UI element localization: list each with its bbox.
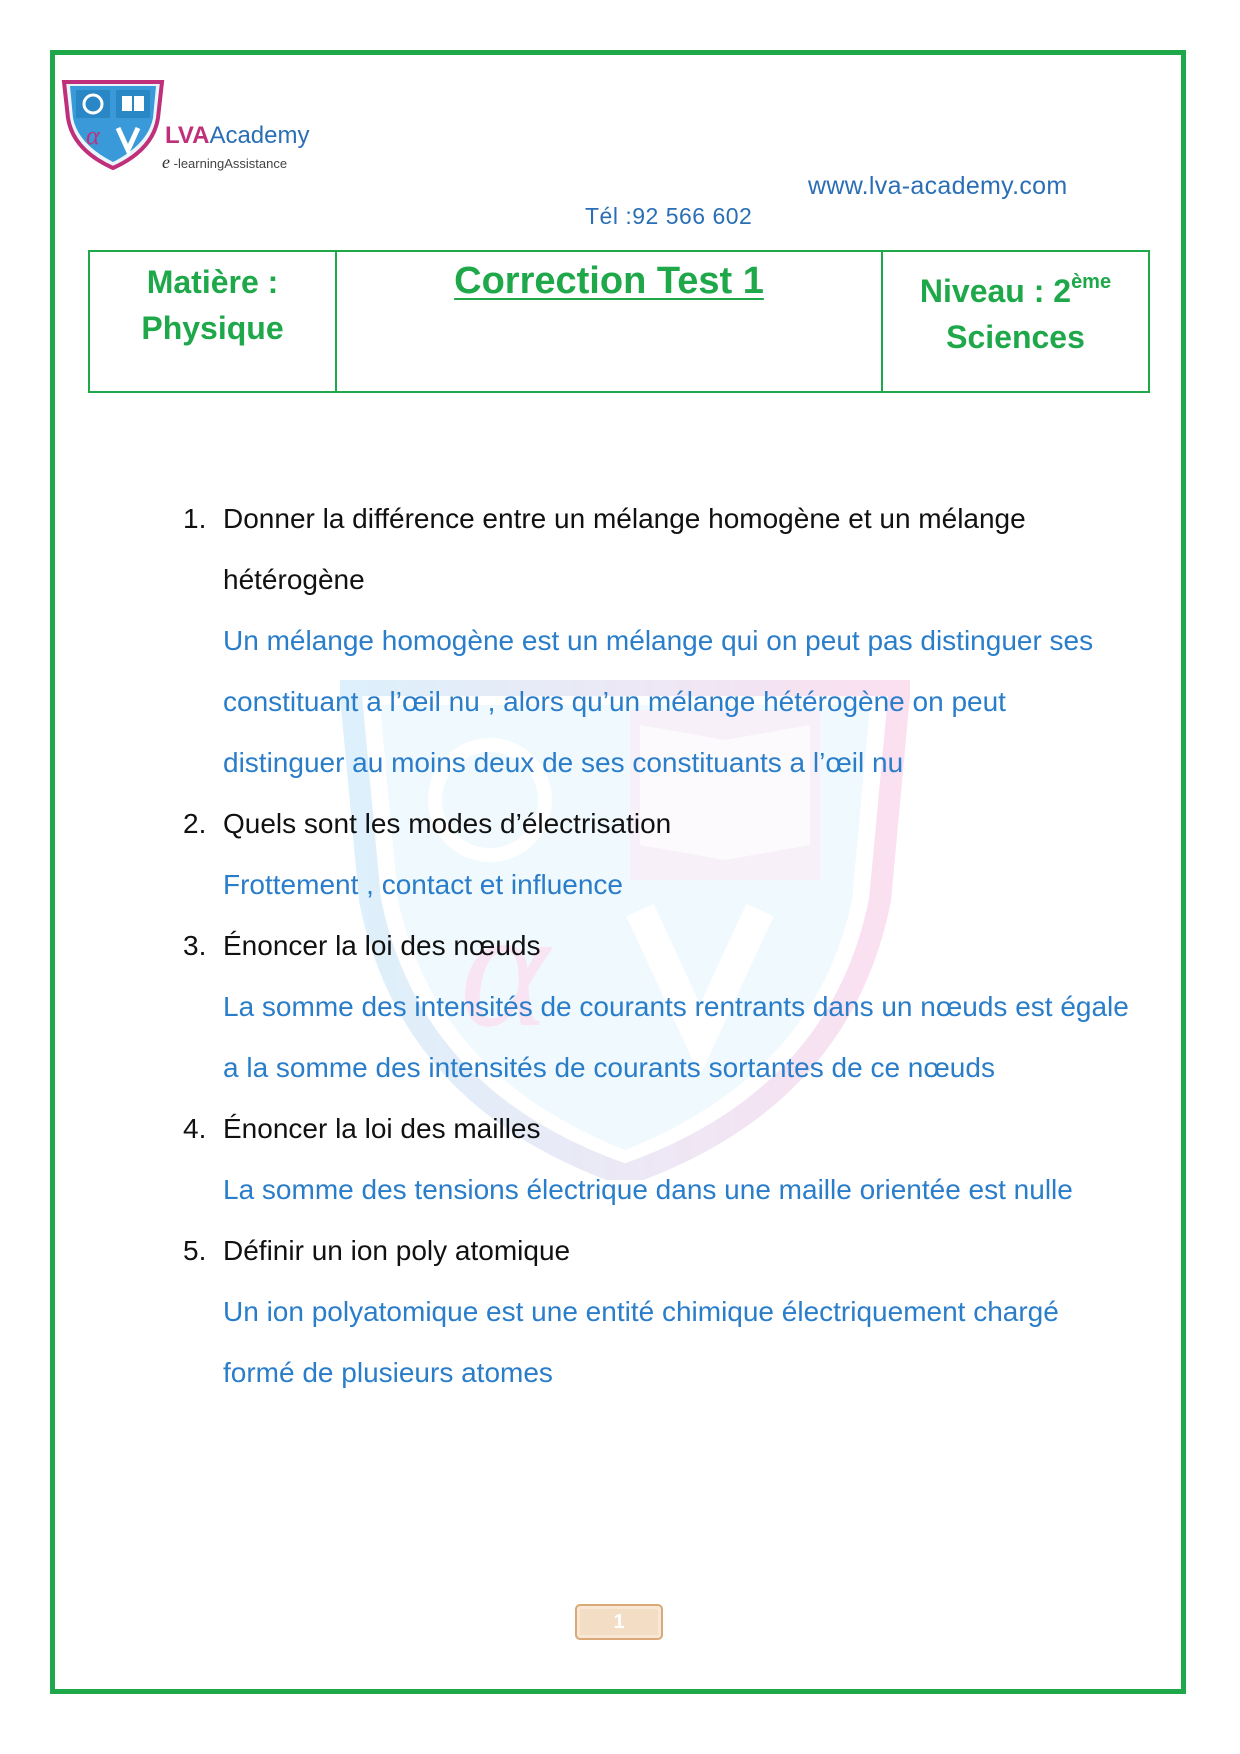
question-number: 1. bbox=[183, 503, 207, 534]
website-url: www.lva-academy.com bbox=[808, 172, 1068, 200]
svg-text:α: α bbox=[86, 121, 100, 150]
phone-number: Tél :92 566 602 bbox=[585, 203, 753, 229]
question-item bbox=[183, 915, 1133, 1098]
level-label-line bbox=[883, 259, 1148, 314]
questions-list bbox=[183, 488, 1133, 1403]
question-text: Donner la différence entre un mélange homogène et un mélange hétérogène bbox=[223, 503, 1026, 595]
subject-cell bbox=[90, 252, 337, 391]
svg-text:α: α bbox=[460, 874, 550, 1062]
question-number: 5. bbox=[183, 1235, 207, 1266]
subject-value: Physique bbox=[141, 310, 284, 346]
answer-text: La somme des tensions électrique dans une maille orientée est nulle bbox=[223, 1174, 1073, 1205]
brand-academy: Academy bbox=[209, 122, 310, 149]
lva-academy-logo bbox=[58, 78, 168, 170]
answer-text: La somme des intensités de courants rentrants dans un nœuds est égale a la somme des intensités de courants sortantes de ce nœuds bbox=[223, 991, 1129, 1083]
level-cell bbox=[883, 252, 1148, 391]
question-item bbox=[183, 793, 1133, 915]
level-label: Niveau : 2 bbox=[919, 273, 1072, 309]
question-text: Énoncer la loi des mailles bbox=[223, 1113, 541, 1144]
question-item bbox=[183, 1098, 1133, 1220]
subject-label: Matière : bbox=[146, 264, 279, 300]
document-title: Correction Test 1 bbox=[454, 260, 764, 302]
question-item bbox=[183, 1220, 1133, 1403]
question-text: Énoncer la loi des nœuds bbox=[223, 930, 541, 961]
brand-name bbox=[165, 122, 309, 150]
question-number: 4. bbox=[183, 1113, 207, 1144]
level-superscript: ème bbox=[1071, 271, 1112, 293]
answer-text: Frottement , contact et influence bbox=[223, 869, 623, 900]
brand-lva: LVA bbox=[165, 122, 210, 149]
question-number: 2. bbox=[183, 808, 207, 839]
question-number: 3. bbox=[183, 930, 207, 961]
question-text: Définir un ion poly atomique bbox=[223, 1235, 571, 1266]
tagline-e: e bbox=[162, 152, 170, 172]
info-table bbox=[88, 250, 1150, 393]
level-value: Sciences bbox=[946, 319, 1085, 355]
answer-text: Un mélange homogène est un mélange qui on peut pas distinguer ses constituant a l’œil nu , alors qu’un mélange hétérogène on peut distinguer au moins deux de ses constituants a l’œil nu bbox=[223, 625, 1094, 778]
title-cell bbox=[337, 252, 883, 391]
question-text: Quels sont les modes d’électrisation bbox=[223, 808, 672, 839]
page-number: 1 bbox=[575, 1604, 663, 1640]
brand-tagline bbox=[162, 152, 287, 173]
answer-text: Un ion polyatomique est une entité chimique électriquement chargé formé de plusieurs atomes bbox=[223, 1296, 1059, 1388]
question-item bbox=[183, 488, 1133, 793]
tagline-text: -learningAssistance bbox=[170, 156, 288, 171]
